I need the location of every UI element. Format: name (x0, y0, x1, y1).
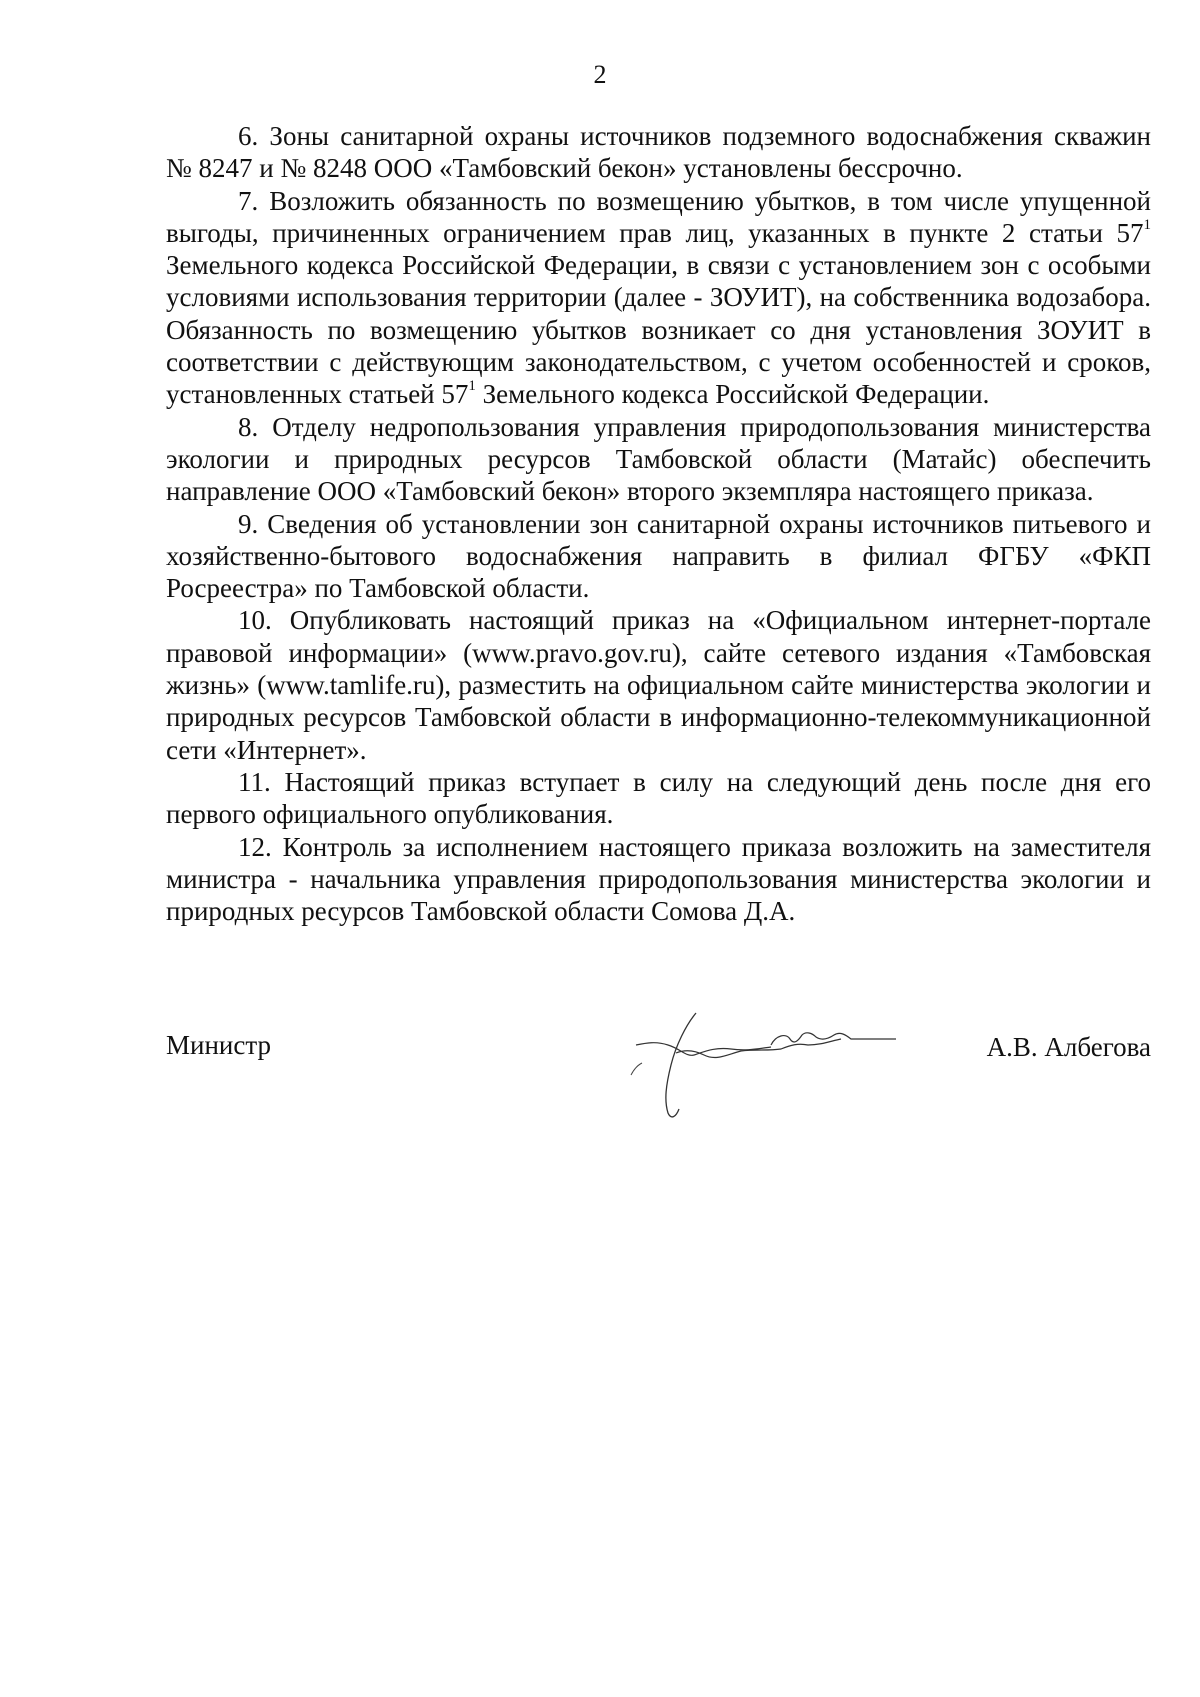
paragraph-text: Земельного кодекса Российской Федерации, в связи с установлением зон с особыми условиями использования территории (далее - ЗОУИТ), на собственника водозабора. Обязанность по возмещению убытков возникает со дня установления ЗОУИТ в соответствии с действующим законодательством, с учетом особенностей и сроков, установленных статьей 57 (166, 250, 1151, 410)
paragraph-text: 10. Опубликовать настоящий приказ на «Официальном интернет-портале правовой информации» (www.pravo.gov.ru), сайте сетевого издания «Тамбовская жизнь» (www.tamlife.ru), разместить на официальном сайте министерства экологии и природных ресурсов Тамбовской области в информационно-телекоммуникационной сети «Интернет». (166, 605, 1151, 765)
order-paragraph-p6 (166, 120, 1151, 185)
superscript: 1 (1143, 216, 1151, 233)
paragraph-text: 8. Отделу недропользования управления природопользования министерства экологии и природных ресурсов Тамбовской области (Матайс) обеспечить направление ООО «Тамбовский бекон» второго экземпляра настоящего приказа. (166, 411, 1151, 507)
page-number: 2 (593, 60, 607, 89)
paragraph-text: 6. Зоны санитарной охраны источников подземного водоснабжения скважин № 8247 и № 8248 ООО «Тамбовский бекон» установлены бессрочно. (166, 121, 1151, 184)
signature-block (166, 1010, 1151, 1120)
order-body (166, 120, 1151, 927)
paragraph-text: 11. Настоящий приказ вступает в силу на следующий день после дня его первого официального опубликования. (166, 766, 1151, 830)
paragraph-text: 9. Сведения об установлении зон санитарной охраны источников питьевого и хозяйственно-бытового водоснабжения направить в филиал ФГБУ «ФКП Росреестра» по Тамбовской области. (166, 508, 1151, 604)
order-paragraph-p10 (166, 604, 1151, 765)
order-paragraph-p8 (166, 411, 1151, 508)
signatory-title: Министр (166, 1030, 271, 1060)
order-paragraph-p7 (166, 185, 1151, 411)
paragraph-text: 12. Контроль за исполнением настоящего приказа возложить на заместителя министра - начальника управления природопользования министерства экологии и природных ресурсов Тамбовской области Сомова Д.А. (166, 831, 1151, 927)
order-paragraph-p11 (166, 766, 1151, 831)
superscript: 1 (468, 378, 476, 395)
handwritten-signature (576, 1005, 896, 1125)
order-paragraph-p12 (166, 831, 1151, 928)
paragraph-text: Земельного кодекса Российской Федерации. (475, 379, 990, 410)
order-paragraph-p9 (166, 508, 1151, 605)
paragraph-text: 7. Возложить обязанность по возмещению убытков, в том числе упущенной выгоды, причиненных ограничением прав лиц, указанных в пункте 2 статьи 57 (166, 185, 1151, 248)
signatory-name: А.В. Албегова (986, 1032, 1151, 1062)
